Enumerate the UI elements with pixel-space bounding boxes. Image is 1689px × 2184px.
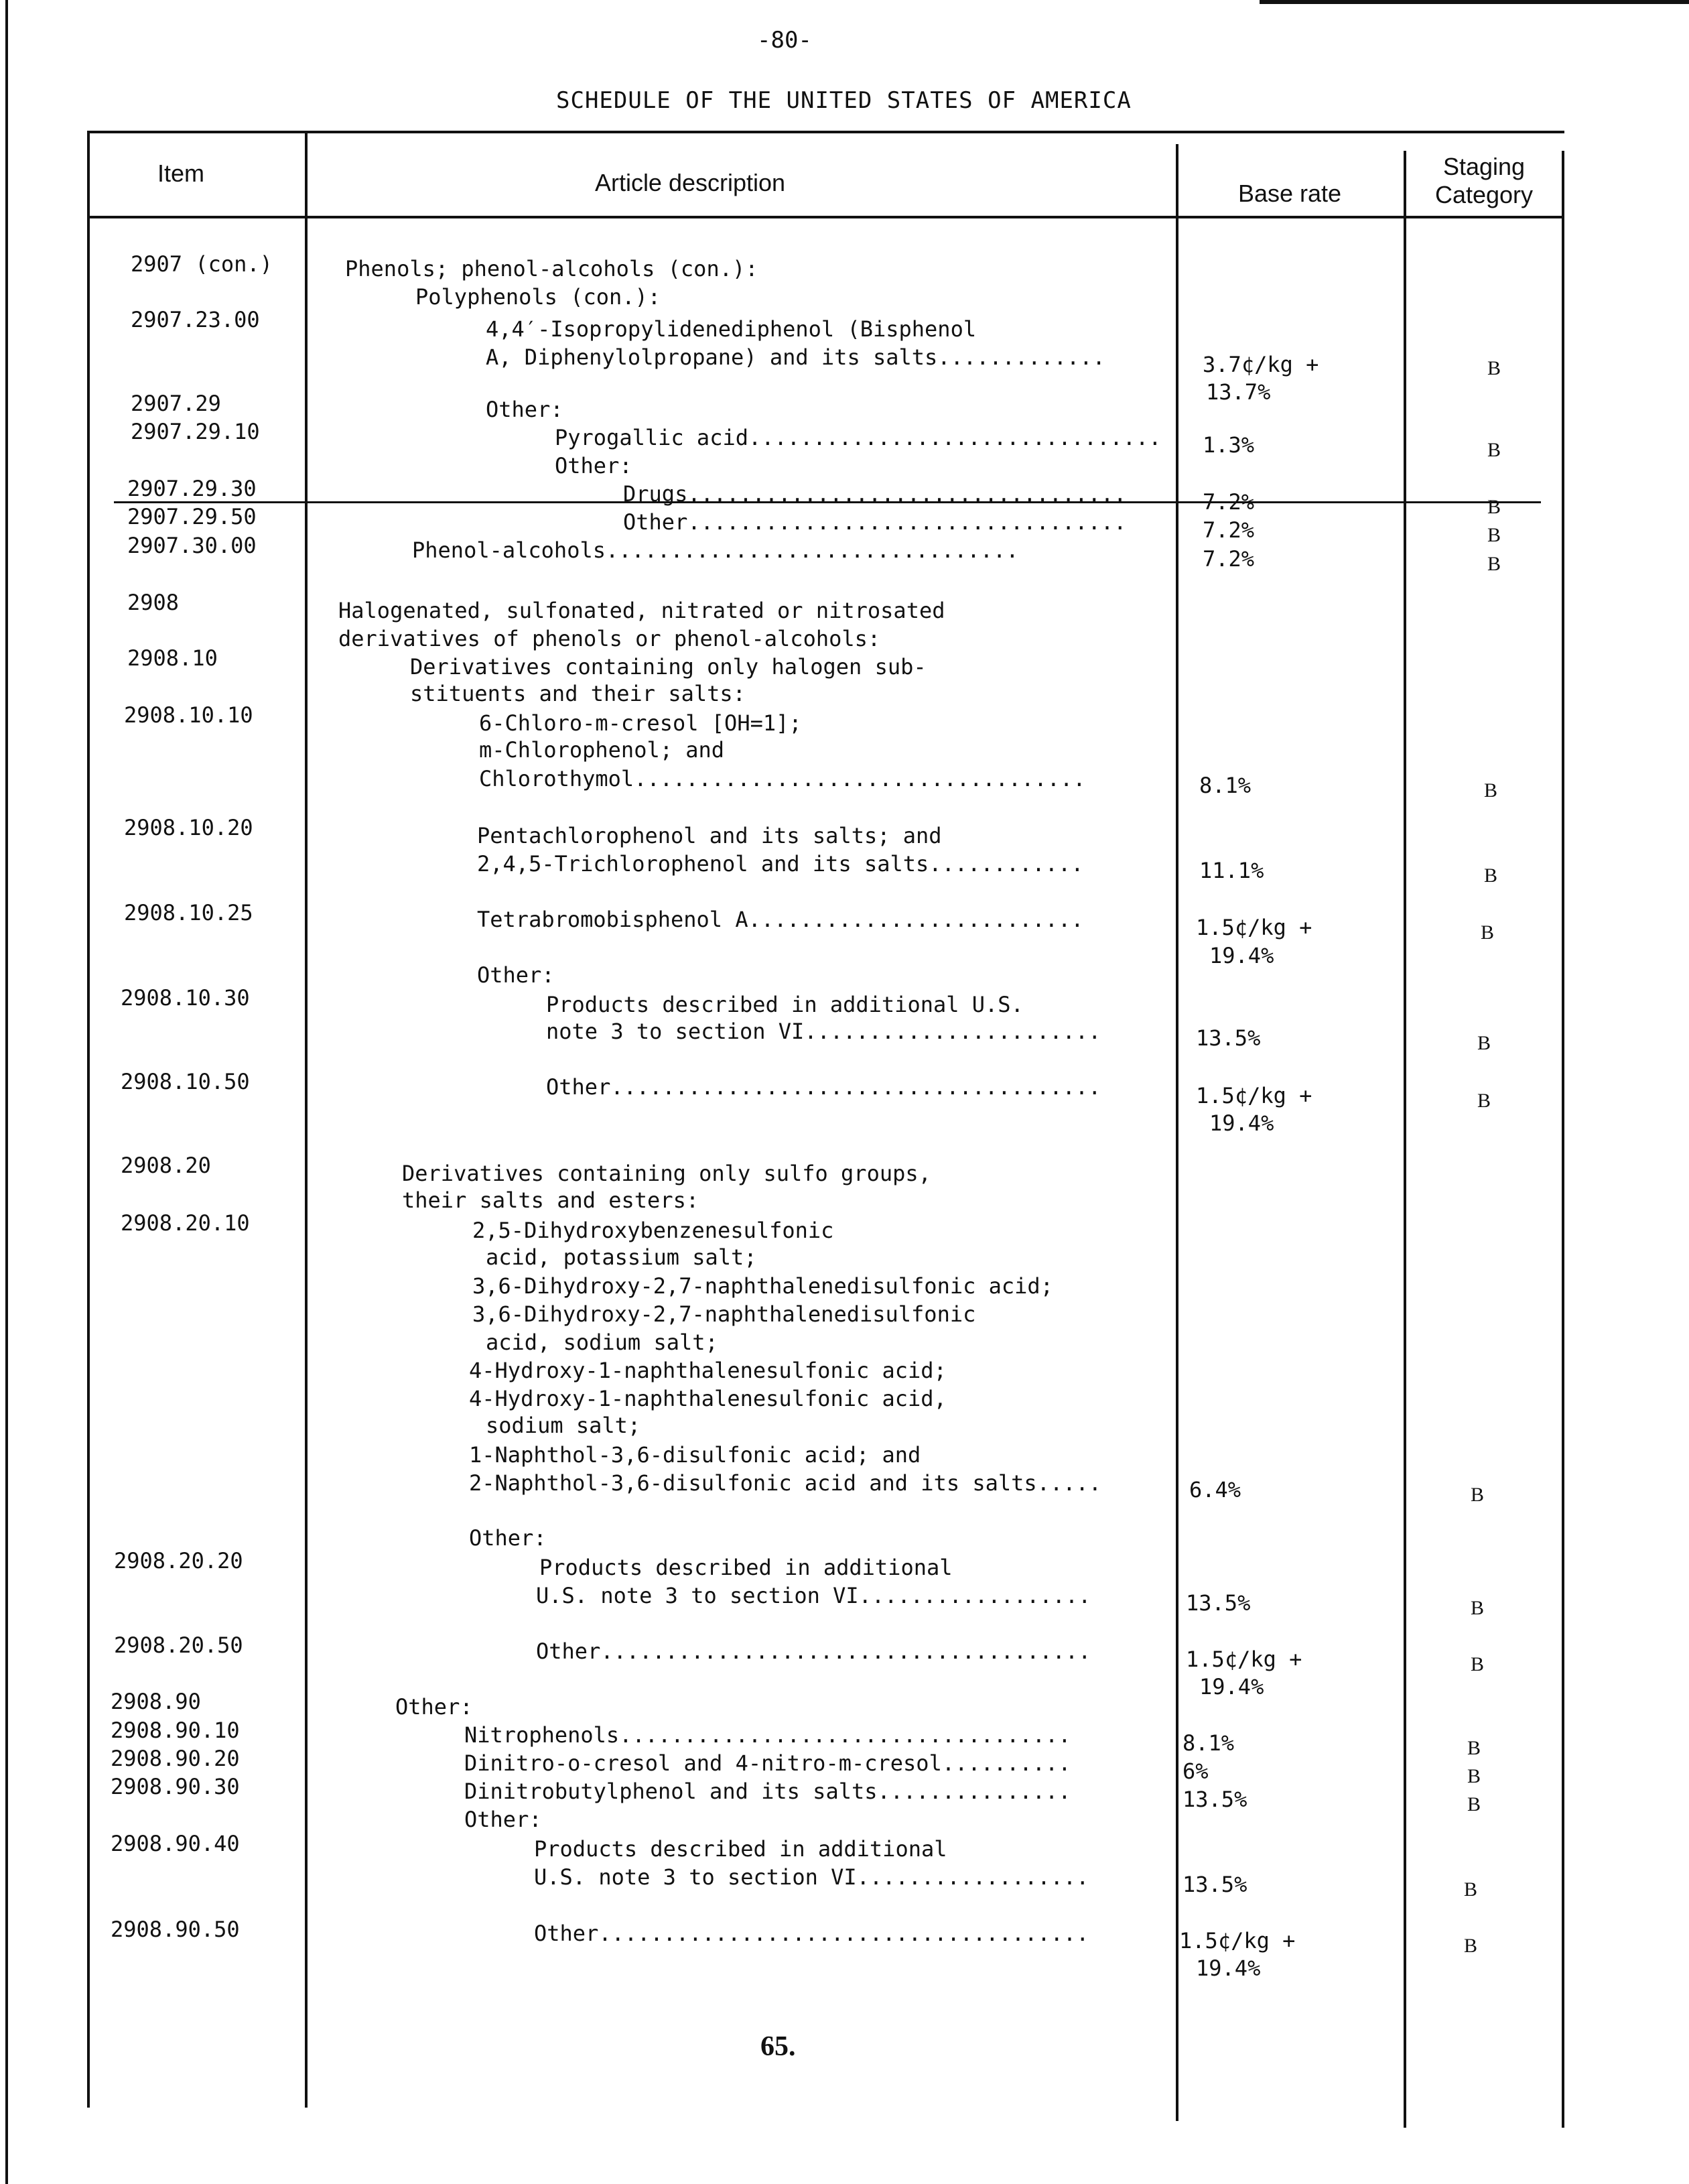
base-rate: 11.1% bbox=[1199, 858, 1264, 883]
base-rate: 3.7¢/kg + bbox=[1203, 352, 1319, 377]
staging-category: B bbox=[1487, 357, 1501, 379]
description-line: m-Chlorophenol; and bbox=[479, 737, 725, 763]
description-line: 2,5-Dihydroxybenzenesulfonic bbox=[472, 1218, 834, 1243]
item-code: 2908.90.10 bbox=[111, 1718, 240, 1743]
staging-category: B bbox=[1464, 1878, 1478, 1901]
item-code: 2907 (con.) bbox=[131, 251, 273, 277]
description-line: acid, sodium salt; bbox=[486, 1330, 718, 1355]
description-line: Other: bbox=[477, 962, 555, 988]
item-code: 2907.30.00 bbox=[127, 533, 257, 558]
base-rate: 7.2% bbox=[1203, 489, 1255, 515]
header-article-description: Article description bbox=[594, 169, 786, 196]
base-rate: 19.4% bbox=[1209, 943, 1274, 968]
header-item: Item bbox=[157, 159, 204, 187]
description-line: A, Diphenylolpropane) and its salts............. bbox=[486, 344, 1105, 370]
description-line: 3,6-Dihydroxy-2,7-naphthalenedisulfonic bbox=[472, 1301, 976, 1327]
description-line: stituents and their salts: bbox=[410, 681, 746, 706]
description-line: Other: bbox=[469, 1525, 547, 1551]
table-right-rule bbox=[1562, 151, 1564, 2128]
description-line: Chlorothymol................................... bbox=[479, 766, 1086, 791]
description-line: 1-Naphthol-3,6-disulfonic acid; and bbox=[469, 1442, 921, 1468]
item-code: 2908 bbox=[127, 590, 180, 615]
description-line: Other...................................... bbox=[536, 1639, 1091, 1664]
header-bottom-rule bbox=[87, 216, 1564, 218]
description-line: Other: bbox=[395, 1694, 473, 1720]
base-rate: 13.5% bbox=[1196, 1025, 1261, 1051]
description-line: Products described in additional bbox=[539, 1555, 953, 1580]
table-top-rule bbox=[87, 131, 1564, 133]
description-line: Pentachlorophenol and its salts; and bbox=[477, 823, 942, 848]
base-rate: 13.7% bbox=[1206, 379, 1271, 405]
header-category: Category bbox=[1434, 181, 1534, 208]
description-column-rule bbox=[1176, 144, 1178, 2121]
description-line: Other.................................. bbox=[623, 509, 1127, 535]
description-line: Products described in additional U.S. bbox=[546, 992, 1024, 1017]
description-line: Dinitro-o-cresol and 4-nitro-m-cresol.......... bbox=[464, 1750, 1071, 1776]
header-base-rate: Base rate bbox=[1237, 180, 1342, 207]
base-rate: 13.5% bbox=[1186, 1590, 1251, 1616]
staging-category: B bbox=[1467, 1737, 1481, 1759]
description-line: Phenol-alcohols................................ bbox=[412, 537, 1019, 563]
item-code: 2907.29.50 bbox=[127, 504, 257, 529]
base-rate: 19.4% bbox=[1209, 1110, 1274, 1136]
description-line: Nitrophenols................................... bbox=[464, 1722, 1071, 1748]
footer-page-number: 65. bbox=[760, 2031, 796, 2062]
base-rate: 8.1% bbox=[1183, 1730, 1235, 1756]
description-line: Halogenated, sulfonated, nitrated or nitrosated bbox=[338, 598, 945, 623]
base-rate: 13.5% bbox=[1183, 1872, 1247, 1897]
description-line: derivatives of phenols or phenol-alcohols: bbox=[338, 626, 881, 651]
description-line: 2-Naphthol-3,6-disulfonic acid and its salts..... bbox=[469, 1470, 1102, 1496]
base-rate: 13.5% bbox=[1183, 1787, 1247, 1812]
item-code: 2907.29.10 bbox=[131, 419, 260, 444]
staging-category: B bbox=[1487, 439, 1501, 461]
staging-category: B bbox=[1471, 1653, 1485, 1675]
base-rate: 19.4% bbox=[1199, 1674, 1264, 1699]
description-line: Derivatives containing only sulfo groups, bbox=[402, 1161, 931, 1186]
base-rate: 6% bbox=[1183, 1758, 1209, 1784]
staging-category: B bbox=[1477, 1090, 1491, 1112]
item-code: 2908.20.10 bbox=[121, 1210, 250, 1236]
description-line: sodium salt; bbox=[486, 1413, 641, 1438]
description-line: Other: bbox=[486, 397, 563, 422]
staging-category: B bbox=[1464, 1935, 1478, 1957]
staging-category: B bbox=[1484, 779, 1498, 801]
base-rate: 7.2% bbox=[1203, 517, 1255, 543]
item-code: 2907.29 bbox=[131, 391, 221, 416]
top-edge-mark bbox=[1260, 0, 1689, 4]
base-rate: 6.4% bbox=[1189, 1477, 1241, 1502]
description-line: Pyrogallic acid................................ bbox=[555, 425, 1162, 450]
description-line: Other...................................... bbox=[546, 1074, 1101, 1100]
description-line: note 3 to section VI....................... bbox=[546, 1019, 1101, 1044]
description-line: 3,6-Dihydroxy-2,7-naphthalenedisulfonic acid; bbox=[472, 1273, 1053, 1299]
item-code: 2908.20.20 bbox=[114, 1548, 243, 1573]
description-line: 4,4′-Isopropylidenediphenol (Bisphenol bbox=[486, 316, 977, 342]
description-line: Derivatives containing only halogen sub- bbox=[410, 654, 927, 680]
staging-category: B bbox=[1487, 496, 1501, 518]
base-rate: 1.5¢/kg + bbox=[1196, 1083, 1312, 1108]
staging-category: B bbox=[1487, 553, 1501, 575]
item-code: 2908.20 bbox=[121, 1153, 211, 1178]
description-line: 6-Chloro-m-cresol [OH=1]; bbox=[479, 710, 802, 736]
description-line: 4-Hydroxy-1-naphthalenesulfonic acid; bbox=[469, 1358, 947, 1383]
staging-category: B bbox=[1477, 1032, 1491, 1054]
item-code: 2908.90.50 bbox=[111, 1917, 240, 1942]
description-line: Polyphenols (con.): bbox=[415, 284, 661, 310]
base-rate: 19.4% bbox=[1196, 1955, 1261, 1981]
item-code: 2907.29.30 bbox=[127, 476, 257, 501]
description-line: Other: bbox=[555, 453, 632, 478]
description-line: U.S. note 3 to section VI.................. bbox=[534, 1864, 1089, 1890]
description-line: Other: bbox=[464, 1807, 542, 1832]
base-rate: 1.5¢/kg + bbox=[1196, 915, 1312, 940]
item-code: 2907.23.00 bbox=[131, 307, 260, 332]
description-line: Tetrabromobisphenol A.......................... bbox=[477, 907, 1084, 932]
base-rate: 1.5¢/kg + bbox=[1186, 1647, 1302, 1672]
item-code: 2908.10.20 bbox=[124, 815, 253, 840]
header-staging: Staging bbox=[1442, 153, 1526, 180]
description-line: Phenols; phenol-alcohols (con.): bbox=[345, 256, 758, 281]
staging-category: B bbox=[1487, 524, 1501, 546]
staging-category: B bbox=[1484, 864, 1498, 887]
description-line: their salts and esters: bbox=[402, 1187, 699, 1213]
description-line: Other...................................... bbox=[534, 1921, 1089, 1946]
base-rate: 1.5¢/kg + bbox=[1179, 1928, 1296, 1953]
base-rate: 8.1% bbox=[1199, 773, 1252, 798]
item-code: 2908.10.30 bbox=[121, 985, 250, 1011]
item-code: 2908.90.30 bbox=[111, 1774, 240, 1799]
table-left-rule bbox=[87, 131, 90, 2108]
staging-category: B bbox=[1467, 1765, 1481, 1787]
base-rate: 7.2% bbox=[1203, 546, 1255, 572]
rate-column-rule bbox=[1404, 151, 1406, 2128]
description-line: Drugs.................................. bbox=[623, 481, 1127, 507]
description-line: 4-Hydroxy-1-naphthalenesulfonic acid, bbox=[469, 1386, 947, 1411]
description-line: acid, potassium salt; bbox=[486, 1244, 757, 1270]
page-number: -80- bbox=[757, 27, 812, 54]
item-code: 2908.10 bbox=[127, 645, 218, 671]
item-code: 2908.10.25 bbox=[124, 900, 253, 925]
staging-category: B bbox=[1471, 1597, 1485, 1619]
staging-category: B bbox=[1481, 921, 1495, 944]
item-code: 2908.90.40 bbox=[111, 1831, 240, 1856]
schedule-title: SCHEDULE OF THE UNITED STATES OF AMERICA bbox=[556, 87, 1132, 114]
base-rate: 1.3% bbox=[1203, 432, 1255, 458]
item-code: 2908.20.50 bbox=[114, 1632, 243, 1658]
staging-category: B bbox=[1467, 1793, 1481, 1815]
item-code: 2908.90.20 bbox=[111, 1746, 240, 1771]
item-column-rule bbox=[305, 131, 308, 2108]
item-code: 2908.10.10 bbox=[124, 702, 253, 728]
description-line: 2,4,5-Trichlorophenol and its salts............ bbox=[477, 851, 1084, 877]
item-code: 2908.10.50 bbox=[121, 1069, 250, 1094]
description-line: U.S. note 3 to section VI.................. bbox=[536, 1583, 1091, 1608]
description-line: Products described in additional bbox=[534, 1836, 947, 1862]
description-line: Dinitrobutylphenol and its salts............... bbox=[464, 1779, 1071, 1804]
item-code: 2908.90 bbox=[111, 1689, 201, 1714]
staging-category: B bbox=[1471, 1484, 1485, 1506]
left-margin-mark bbox=[5, 0, 8, 2184]
